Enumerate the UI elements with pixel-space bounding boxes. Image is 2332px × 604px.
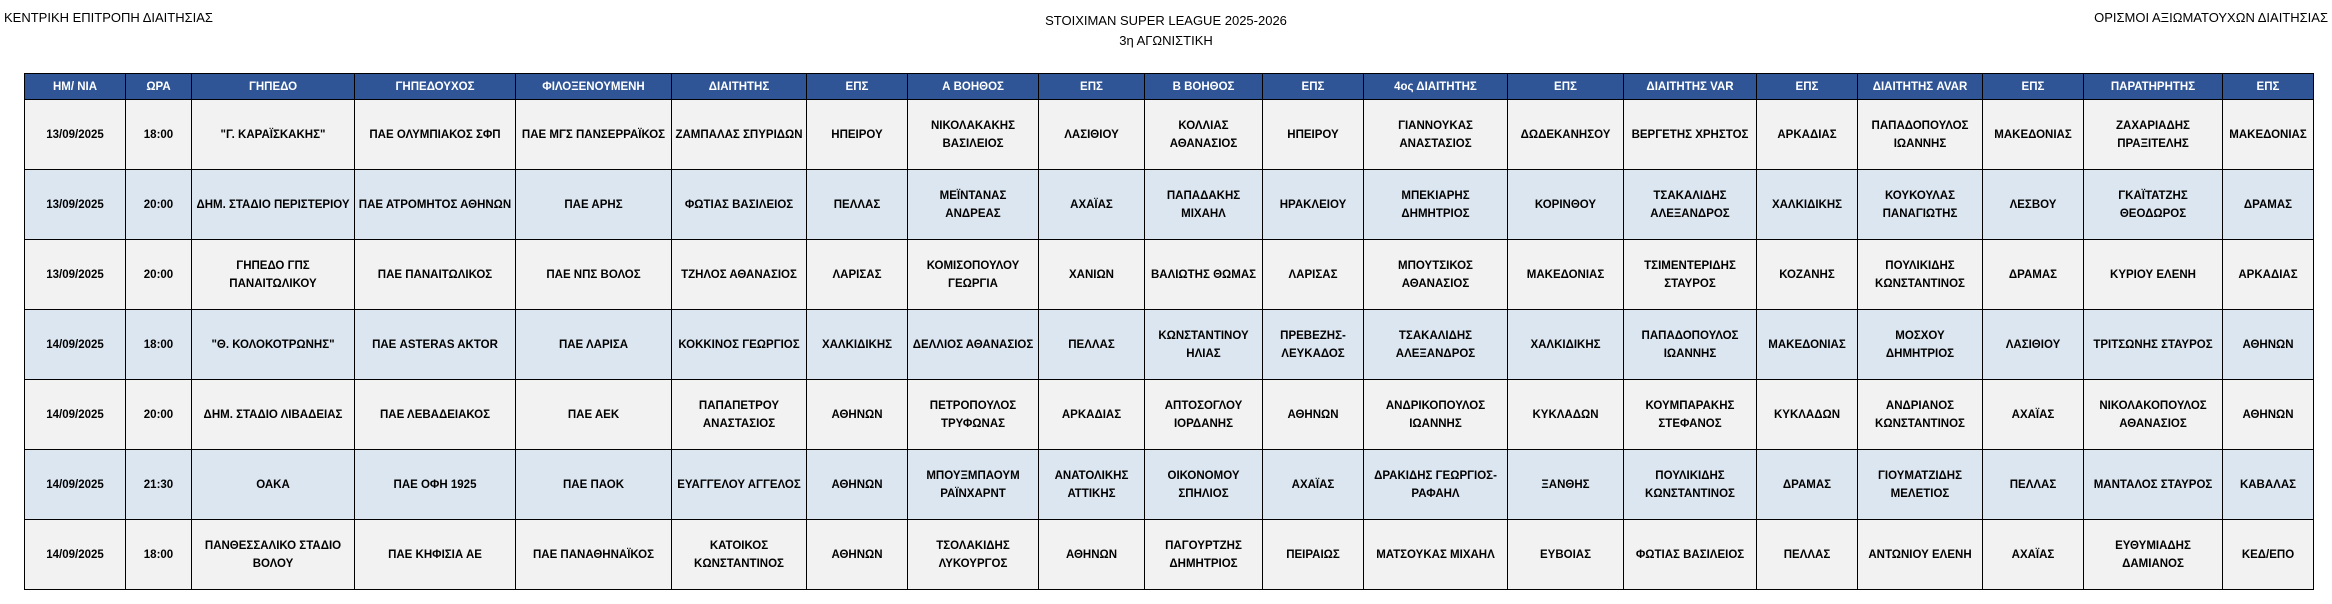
- table-cell: ΑΝΑΤΟΛΙΚΗΣ ΑΤΤΙΚΗΣ: [1039, 450, 1145, 520]
- table-cell: ΜΟΣΧΟΥ ΔΗΜΗΤΡΙΟΣ: [1858, 310, 1983, 380]
- referee-assignments-table: [24, 73, 2314, 590]
- table-cell: ΠΕΛΛΑΣ: [1757, 520, 1858, 590]
- table-cell: ΑΘΗΝΩΝ: [2223, 380, 2314, 450]
- column-header: ΗΜ/ ΝΙΑ: [25, 74, 126, 100]
- table-cell: ΚΕΔ/ΕΠΟ: [2223, 520, 2314, 590]
- table-cell: ΛΑΡΙΣΑΣ: [1263, 240, 1364, 310]
- table-cell: ΔΗΜ. ΣΤΑΔΙΟ ΠΕΡΙΣΤΕΡΙΟΥ: [192, 170, 355, 240]
- table-cell: 14/09/2025: [25, 520, 126, 590]
- table-cell: ΜΑΝΤΑΛΟΣ ΣΤΑΥΡΟΣ: [2084, 450, 2223, 520]
- table-cell: ΠΑΕ ΛΑΡΙΣΑ: [516, 310, 672, 380]
- table-cell: 13/09/2025: [25, 100, 126, 170]
- column-header: ΕΠΣ: [1983, 74, 2084, 100]
- table-cell: ΧΑΛΚΙΔΙΚΗΣ: [807, 310, 908, 380]
- table-cell: ΠΕΙΡΑΙΩΣ: [1263, 520, 1364, 590]
- table-cell: ΔΕΛΛΙΟΣ ΑΘΑΝΑΣΙΟΣ: [908, 310, 1039, 380]
- table-cell: ΚΟΚΚΙΝΟΣ ΓΕΩΡΓΙΟΣ: [672, 310, 807, 380]
- table-cell: 14/09/2025: [25, 380, 126, 450]
- table-body: [25, 100, 2314, 590]
- table-cell: ΑΘΗΝΩΝ: [2223, 310, 2314, 380]
- table-cell: 13/09/2025: [25, 170, 126, 240]
- column-header: ΓΗΠΕΔΟ: [192, 74, 355, 100]
- table-cell: ΠΑΠΑΔΟΠΟΥΛΟΣ ΙΩΑΝΝΗΣ: [1624, 310, 1757, 380]
- table-cell: ΑΘΗΝΩΝ: [807, 380, 908, 450]
- column-header: Α ΒΟΗΘΟΣ: [908, 74, 1039, 100]
- table-cell: ΑΧΑΪΑΣ: [1983, 380, 2084, 450]
- column-header: ΕΠΣ: [1508, 74, 1624, 100]
- table-cell: ΚΟΖΑΝΗΣ: [1757, 240, 1858, 310]
- table-row: [25, 100, 2314, 170]
- column-header: ΔΙΑΙΤΗΤΗΣ AVAR: [1858, 74, 1983, 100]
- table-row: [25, 380, 2314, 450]
- table-cell: ΠΟΥΛΙΚΙΔΗΣ ΚΩΝΣΤΑΝΤΙΝΟΣ: [1858, 240, 1983, 310]
- column-header: ΕΠΣ: [2223, 74, 2314, 100]
- table-cell: ΠΑΕ ASTERAS AKTOR: [355, 310, 516, 380]
- table-cell: ΚΑΤΟΙΚΟΣ ΚΩΝΣΤΑΝΤΙΝΟΣ: [672, 520, 807, 590]
- committee-name: ΚΕΝΤΡΙΚΗ ΕΠΙΤΡΟΠΗ ΔΙΑΙΤΗΣΙΑΣ: [4, 10, 213, 25]
- table-cell: ΠΑΕ ΠΑΟΚ: [516, 450, 672, 520]
- page-title-block: [0, 11, 2332, 51]
- table-cell: ΜΑΚΕΔΟΝΙΑΣ: [1757, 310, 1858, 380]
- table-cell: ΜΠΟΥΞΜΠΑΟΥΜ ΡΑΪΝΧΑΡΝΤ: [908, 450, 1039, 520]
- table-cell: ΚΟΥΚΟΥΛΑΣ ΠΑΝΑΓΙΩΤΗΣ: [1858, 170, 1983, 240]
- table-cell: ΑΘΗΝΩΝ: [1039, 520, 1145, 590]
- table-cell: ΠΑΕ ΑΡΗΣ: [516, 170, 672, 240]
- table-cell: ΚΥΡΙΟΥ ΕΛΕΝΗ: [2084, 240, 2223, 310]
- table-cell: 18:00: [126, 520, 192, 590]
- table-cell: 18:00: [126, 310, 192, 380]
- table-cell: ΖΑΧΑΡΙΑΔΗΣ ΠΡΑΞΙΤΕΛΗΣ: [2084, 100, 2223, 170]
- table-cell: ΠΑΕ ΑΕΚ: [516, 380, 672, 450]
- table-cell: 20:00: [126, 240, 192, 310]
- table-cell: ΛΑΣΙΘΙΟΥ: [1039, 100, 1145, 170]
- column-header: ΕΠΣ: [1039, 74, 1145, 100]
- column-header: ΔΙΑΙΤΗΤΗΣ VAR: [1624, 74, 1757, 100]
- table-cell: ΠΑΝΘΕΣΣΑΛΙΚΟ ΣΤΑΔΙΟ ΒΟΛΟΥ: [192, 520, 355, 590]
- table-cell: ΠΑΕ ΜΓΣ ΠΑΝΣΕΡΡΑΪΚΟΣ: [516, 100, 672, 170]
- table-cell: ΠΕΛΛΑΣ: [1983, 450, 2084, 520]
- table-cell: 20:00: [126, 380, 192, 450]
- column-header: ΕΠΣ: [807, 74, 908, 100]
- table-cell: ΠΕΛΛΑΣ: [807, 170, 908, 240]
- table-cell: ΓΗΠΕΔΟ ΓΠΣ ΠΑΝΑΙΤΩΛΙΚΟΥ: [192, 240, 355, 310]
- table-cell: ΧΑΛΚΙΔΙΚΗΣ: [1508, 310, 1624, 380]
- table-cell: ΚΥΚΛΑΔΩΝ: [1757, 380, 1858, 450]
- table-cell: ΚΟΥΜΠΑΡΑΚΗΣ ΣΤΕΦΑΝΟΣ: [1624, 380, 1757, 450]
- table-cell: ΠΑΕ ΠΑΝΑΙΤΩΛΙΚΟΣ: [355, 240, 516, 310]
- table-cell: ΜΑΤΣΟΥΚΑΣ ΜΙΧΑΗΛ: [1364, 520, 1508, 590]
- table-cell: 20:00: [126, 170, 192, 240]
- table-cell: ΑΠΤΟΣΟΓΛΟΥ ΙΟΡΔΑΝΗΣ: [1145, 380, 1263, 450]
- table-cell: "Θ. ΚΟΛΟΚΟΤΡΩΝΗΣ": [192, 310, 355, 380]
- table-cell: ΑΘΗΝΩΝ: [807, 450, 908, 520]
- column-header: ΦΙΛΟΞΕΝΟΥΜΕΝΗ: [516, 74, 672, 100]
- table-cell: ΠΕΛΛΑΣ: [1039, 310, 1145, 380]
- table-cell: ΝΙΚΟΛΑΚΟΠΟΥΛΟΣ ΑΘΑΝΑΣΙΟΣ: [2084, 380, 2223, 450]
- table-cell: ΑΧΑΪΑΣ: [1263, 450, 1364, 520]
- table-cell: ΛΑΣΙΘΙΟΥ: [1983, 310, 2084, 380]
- table-cell: ΤΣΑΚΑΛΙΔΗΣ ΑΛΕΞΑΝΔΡΟΣ: [1364, 310, 1508, 380]
- table-cell: ΠΑΕ ΟΦΗ 1925: [355, 450, 516, 520]
- table-cell: ΕΥΒΟΙΑΣ: [1508, 520, 1624, 590]
- table-cell: ΠΑΕ ΚΗΦΙΣΙΑ ΑΕ: [355, 520, 516, 590]
- matchday-subtitle: 3η ΑΓΩΝΙΣΤΙΚΗ: [1119, 33, 1213, 48]
- document-type: ΟΡΙΣΜΟΙ ΑΞΙΩΜΑΤΟΥΧΩΝ ΔΙΑΙΤΗΣΙΑΣ: [2094, 10, 2328, 25]
- table-cell: ΚΟΡΙΝΘΟΥ: [1508, 170, 1624, 240]
- table-cell: ΠΕΤΡΟΠΟΥΛΟΣ ΤΡΥΦΩΝΑΣ: [908, 380, 1039, 450]
- table-cell: ΖΑΜΠΑΛΑΣ ΣΠΥΡΙΔΩΝ: [672, 100, 807, 170]
- column-header: ΕΠΣ: [1263, 74, 1364, 100]
- table-cell: ΞΑΝΘΗΣ: [1508, 450, 1624, 520]
- table-cell: ΓΚΑΪΤΑΤΖΗΣ ΘΕΟΔΩΡΟΣ: [2084, 170, 2223, 240]
- table-cell: ΑΘΗΝΩΝ: [1263, 380, 1364, 450]
- table-cell: ΛΕΣΒΟΥ: [1983, 170, 2084, 240]
- table-cell: ΤΣΟΛΑΚΙΔΗΣ ΛΥΚΟΥΡΓΟΣ: [908, 520, 1039, 590]
- table-row: [25, 450, 2314, 520]
- table-cell: ΔΗΜ. ΣΤΑΔΙΟ ΛΙΒΑΔΕΙΑΣ: [192, 380, 355, 450]
- column-header: Β ΒΟΗΘΟΣ: [1145, 74, 1263, 100]
- column-header: ΕΠΣ: [1757, 74, 1858, 100]
- table-cell: ΑΡΚΑΔΙΑΣ: [2223, 240, 2314, 310]
- table-cell: ΑΧΑΪΑΣ: [1039, 170, 1145, 240]
- table-cell: ΜΕΪΝΤΑΝΑΣ ΑΝΔΡΕΑΣ: [908, 170, 1039, 240]
- table-cell: ΜΑΚΕΔΟΝΙΑΣ: [2223, 100, 2314, 170]
- table-cell: ΔΩΔΕΚΑΝΗΣΟΥ: [1508, 100, 1624, 170]
- table-cell: ΚΑΒΑΛΑΣ: [2223, 450, 2314, 520]
- table-cell: ΑΡΚΑΔΙΑΣ: [1757, 100, 1858, 170]
- table-cell: 13/09/2025: [25, 240, 126, 310]
- table-cell: ΒΕΡΓΕΤΗΣ ΧΡΗΣΤΟΣ: [1624, 100, 1757, 170]
- table-row: [25, 310, 2314, 380]
- table-header-row: [25, 74, 2314, 100]
- table-cell: ΠΑΕ ΟΛΥΜΠΙΑΚΟΣ ΣΦΠ: [355, 100, 516, 170]
- table-row: [25, 520, 2314, 590]
- table-cell: ΑΝΤΩΝΙΟΥ ΕΛΕΝΗ: [1858, 520, 1983, 590]
- table-cell: "Γ. ΚΑΡΑΪΣΚΑΚΗΣ": [192, 100, 355, 170]
- table-cell: ΠΡΕΒΕΖΗΣ-ΛΕΥΚΑΔΟΣ: [1263, 310, 1364, 380]
- table-cell: ΠΑΕ ΛΕΒΑΔΕΙΑΚΟΣ: [355, 380, 516, 450]
- table-cell: ΠΑΠΑΠΕΤΡΟΥ ΑΝΑΣΤΑΣΙΟΣ: [672, 380, 807, 450]
- table-cell: ΔΡΑΜΑΣ: [1757, 450, 1858, 520]
- table-cell: ΠΟΥΛΙΚΙΔΗΣ ΚΩΝΣΤΑΝΤΙΝΟΣ: [1624, 450, 1757, 520]
- table-cell: ΦΩΤΙΑΣ ΒΑΣΙΛΕΙΟΣ: [672, 170, 807, 240]
- league-title: STOIXIMAN SUPER LEAGUE 2025-2026: [1045, 13, 1287, 28]
- table-cell: ΑΝΔΡΙΚΟΠΟΥΛΟΣ ΙΩΑΝΝΗΣ: [1364, 380, 1508, 450]
- table-cell: ΟΑΚΑ: [192, 450, 355, 520]
- table-cell: ΗΠΕΙΡΟΥ: [1263, 100, 1364, 170]
- table-cell: ΜΑΚΕΔΟΝΙΑΣ: [1508, 240, 1624, 310]
- table-cell: ΜΠΕΚΙΑΡΗΣ ΔΗΜΗΤΡΙΟΣ: [1364, 170, 1508, 240]
- table-cell: ΔΡΑΜΑΣ: [1983, 240, 2084, 310]
- table-cell: ΛΑΡΙΣΑΣ: [807, 240, 908, 310]
- table-cell: 14/09/2025: [25, 450, 126, 520]
- table-cell: ΜΑΚΕΔΟΝΙΑΣ: [1983, 100, 2084, 170]
- table-cell: ΕΥΘΥΜΙΑΔΗΣ ΔΑΜΙΑΝΟΣ: [2084, 520, 2223, 590]
- table-cell: ΟΙΚΟΝΟΜΟΥ ΣΠΗΛΙΟΣ: [1145, 450, 1263, 520]
- table-row: [25, 170, 2314, 240]
- table-cell: ΓΙΑΝΝΟΥΚΑΣ ΑΝΑΣΤΑΣΙΟΣ: [1364, 100, 1508, 170]
- table-cell: ΗΠΕΙΡΟΥ: [807, 100, 908, 170]
- table-cell: ΦΩΤΙΑΣ ΒΑΣΙΛΕΙΟΣ: [1624, 520, 1757, 590]
- table-cell: ΚΩΝΣΤΑΝΤΙΝΟΥ ΗΛΙΑΣ: [1145, 310, 1263, 380]
- column-header: ΓΗΠΕΔΟΥΧΟΣ: [355, 74, 516, 100]
- table-cell: ΑΝΔΡΙΑΝΟΣ ΚΩΝΣΤΑΝΤΙΝΟΣ: [1858, 380, 1983, 450]
- table-cell: ΠΑΕ ΑΤΡΟΜΗΤΟΣ ΑΘΗΝΩΝ: [355, 170, 516, 240]
- table-cell: ΚΟΜΙΣΟΠΟΥΛΟΥ ΓΕΩΡΓΙΑ: [908, 240, 1039, 310]
- table-cell: ΤΣΙΜΕΝΤΕΡΙΔΗΣ ΣΤΑΥΡΟΣ: [1624, 240, 1757, 310]
- table-cell: ΚΟΛΛΙΑΣ ΑΘΑΝΑΣΙΟΣ: [1145, 100, 1263, 170]
- column-header: 4ος ΔΙΑΙΤΗΤΗΣ: [1364, 74, 1508, 100]
- column-header: ΔΙΑΙΤΗΤΗΣ: [672, 74, 807, 100]
- table-cell: ΠΑΕ ΠΑΝΑΘΗΝΑΪΚΟΣ: [516, 520, 672, 590]
- table-cell: ΠΑΠΑΔΑΚΗΣ ΜΙΧΑΗΛ: [1145, 170, 1263, 240]
- table-cell: ΠΑΠΑΔΟΠΟΥΛΟΣ ΙΩΑΝΝΗΣ: [1858, 100, 1983, 170]
- table-cell: ΒΑΛΙΩΤΗΣ ΘΩΜΑΣ: [1145, 240, 1263, 310]
- table-cell: ΤΣΑΚΑΛΙΔΗΣ ΑΛΕΞΑΝΔΡΟΣ: [1624, 170, 1757, 240]
- table-cell: ΝΙΚΟΛΑΚΑΚΗΣ ΒΑΣΙΛΕΙΟΣ: [908, 100, 1039, 170]
- table-cell: ΑΡΚΑΔΙΑΣ: [1039, 380, 1145, 450]
- table-cell: 14/09/2025: [25, 310, 126, 380]
- table-cell: ΠΑΓΟΥΡΤΖΗΣ ΔΗΜΗΤΡΙΟΣ: [1145, 520, 1263, 590]
- table-cell: ΧΑΛΚΙΔΙΚΗΣ: [1757, 170, 1858, 240]
- table-cell: ΑΘΗΝΩΝ: [807, 520, 908, 590]
- table-cell: ΑΧΑΪΑΣ: [1983, 520, 2084, 590]
- table-cell: ΔΡΑΚΙΔΗΣ ΓΕΩΡΓΙΟΣ-ΡΑΦΑΗΛ: [1364, 450, 1508, 520]
- table-cell: ΗΡΑΚΛΕΙΟΥ: [1263, 170, 1364, 240]
- table-cell: ΕΥΑΓΓΕΛΟΥ ΑΓΓΕΛΟΣ: [672, 450, 807, 520]
- table-cell: ΤΡΙΤΣΩΝΗΣ ΣΤΑΥΡΟΣ: [2084, 310, 2223, 380]
- table-cell: ΚΥΚΛΑΔΩΝ: [1508, 380, 1624, 450]
- table-cell: ΔΡΑΜΑΣ: [2223, 170, 2314, 240]
- table-cell: ΜΠΟΥΤΣΙΚΟΣ ΑΘΑΝΑΣΙΟΣ: [1364, 240, 1508, 310]
- table-cell: ΓΙΟΥΜΑΤΖΙΔΗΣ ΜΕΛΕΤΙΟΣ: [1858, 450, 1983, 520]
- column-header: ΠΑΡΑΤΗΡΗΤΗΣ: [2084, 74, 2223, 100]
- table-cell: ΠΑΕ ΝΠΣ ΒΟΛΟΣ: [516, 240, 672, 310]
- column-header: ΩΡΑ: [126, 74, 192, 100]
- table-cell: ΤΖΗΛΟΣ ΑΘΑΝΑΣΙΟΣ: [672, 240, 807, 310]
- table-cell: ΧΑΝΙΩΝ: [1039, 240, 1145, 310]
- table-cell: 21:30: [126, 450, 192, 520]
- table-row: [25, 240, 2314, 310]
- table-cell: 18:00: [126, 100, 192, 170]
